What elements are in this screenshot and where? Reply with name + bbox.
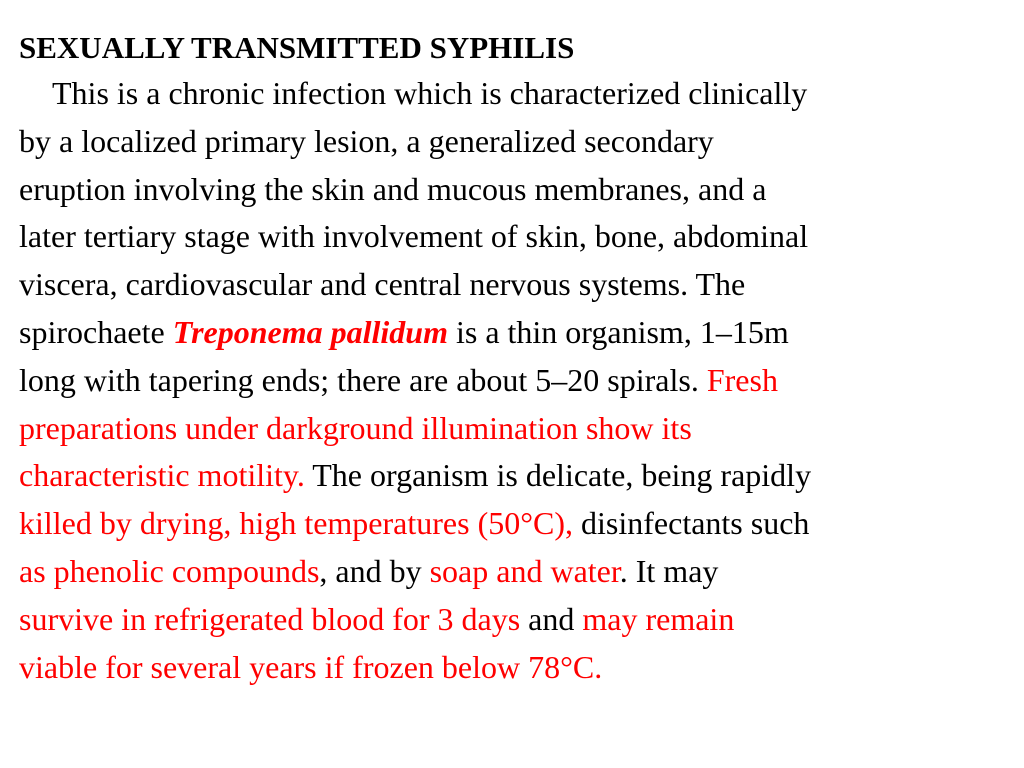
line-1 [19,70,1009,118]
text-segment: disinfectants such [573,505,810,542]
highlight-text: preparations under darkground illumination show its [19,409,692,446]
text-segment: This is a chronic infection which is characterized clinically [52,75,808,111]
line-13 [19,644,1009,692]
slide [19,26,1009,691]
text-segment: spirochaete [19,313,173,350]
line-11 [19,548,1009,596]
line-7 [19,357,1009,405]
line-8 [19,405,1009,453]
line-4 [19,213,1009,261]
highlight-text: Fresh [706,361,778,398]
highlight-text: soap and water [429,552,620,589]
organism-name: Treponema pallidum [172,313,448,350]
highlight-text: viable for several years if frozen below 78°C. [19,648,603,685]
highlight-text: killed by drying, high temperatures (50°C), [19,505,574,542]
slide-title: SEXUALLY TRANSMITTED SYPHILIS [19,30,575,65]
text-segment: and [520,600,583,637]
line-6 [19,309,1009,357]
highlight-text: survive in refrigerated blood for 3 days [19,600,521,637]
text-segment: long with tapering ends; there are about 5–20 spirals. [19,361,707,398]
highlight-text: may remain [582,600,735,637]
text-segment: . It may [619,552,719,589]
text-segment: , and by [319,552,430,589]
text-segment: is a thin organism, 1–15m [447,313,789,350]
body-paragraph [19,70,1009,691]
highlight-text: as phenolic compounds [19,552,320,589]
highlight-text: characteristic motility. [19,457,305,494]
line-12 [19,596,1009,644]
line-3 [19,166,1009,214]
text-segment: The organism is delicate, being rapidly [304,457,812,494]
text-segment: by a localized primary lesion, a generalized secondary [19,122,714,159]
text-segment: later tertiary stage with involvement of skin, bone, abdominal [19,218,809,255]
text-segment: viscera, cardiovascular and central nervous systems. The [19,266,746,303]
text-segment: eruption involving the skin and mucous membranes, and a [19,170,767,207]
line-2 [19,118,1009,166]
line-10 [19,500,1009,548]
line-5 [19,261,1009,309]
line-9 [19,452,1009,500]
